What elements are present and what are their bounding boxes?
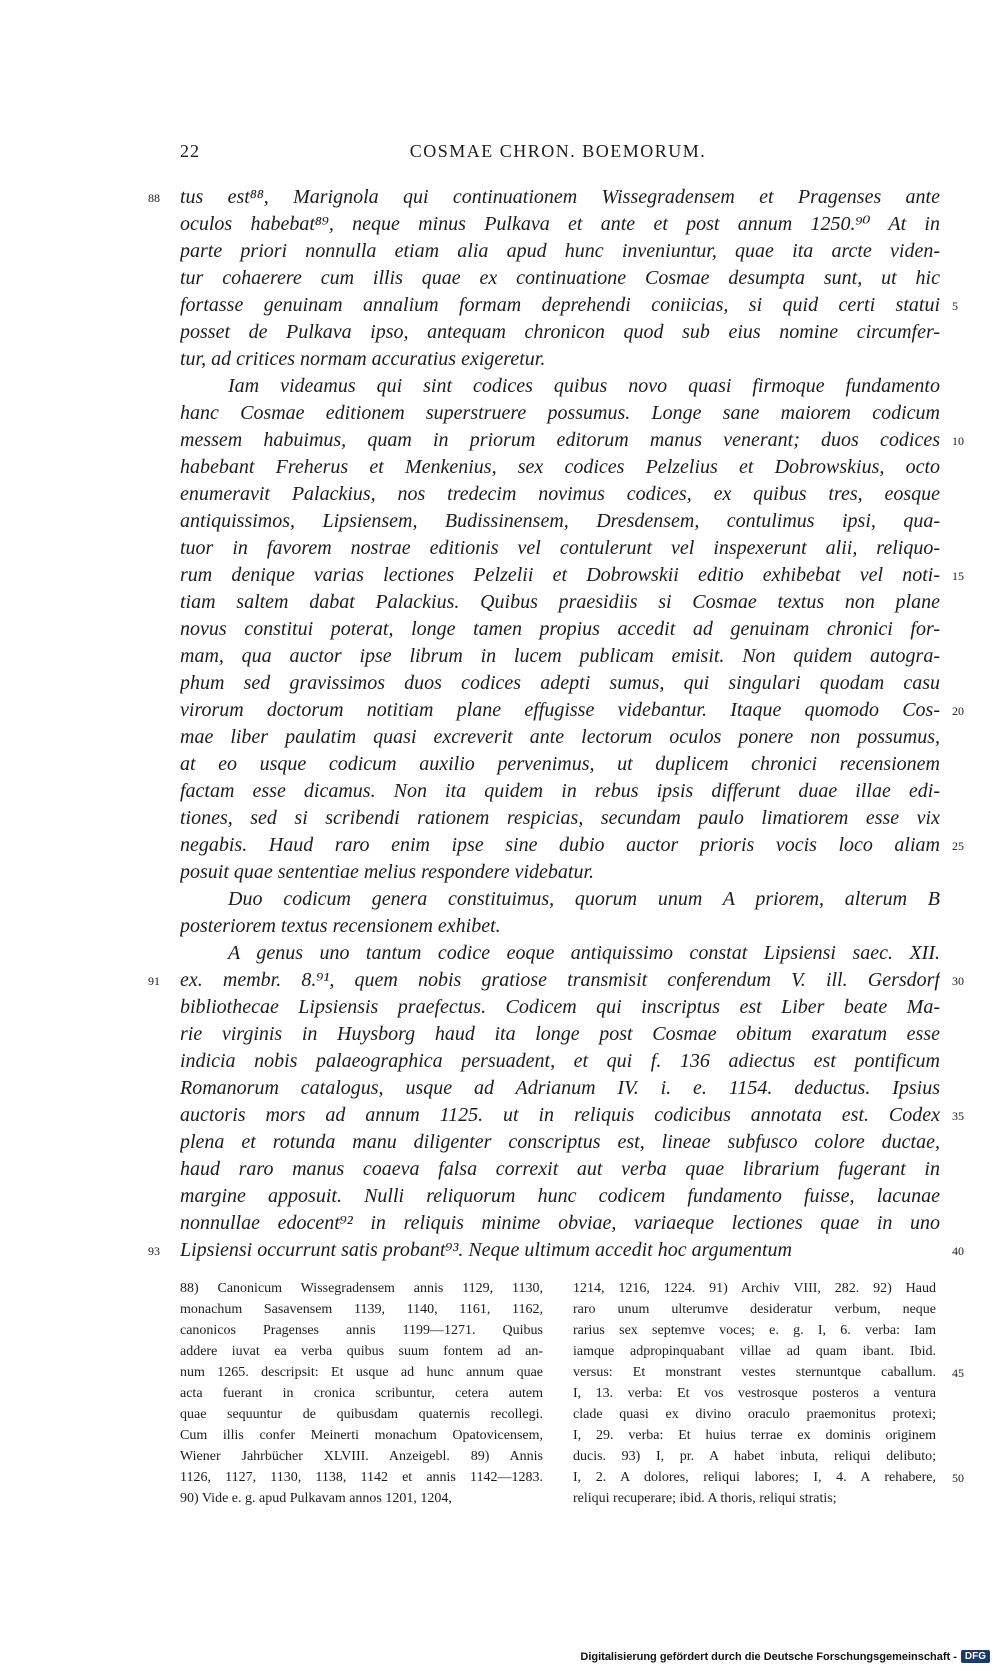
footnote-line: iamque adpropinquabant villae ad quam ibant. Ibid. [573,1344,936,1359]
footnote-line: I, 2. A dolores, reliqui labores; I, 4. A rehabere, [573,1470,936,1485]
running-head: COSMAE CHRON. BOEMORUM. [409,141,707,161]
text-line: tur cohaerere cum illis quae ex continuatione Cosmae desumpta sunt, ut hic [180,267,940,289]
footnote-line: rarius sex septemve voces; e. g. I, 6. verba: Iam [573,1323,936,1338]
footnote-line: I, 13. verba: Et vos vestrosque posteros a ventura [573,1386,936,1401]
text-line: phum sed gravissimos duos codices adepti sumus, qui singulari quodam casu [180,672,940,694]
footnote-line: monachum Sasavensem 1139, 1140, 1161, 1162, [180,1302,543,1317]
footnote-line: 88) Canonicum Wissegradensem annis 1129, 1130, [180,1281,543,1296]
footnote-line: Wiener Jahrbücher XLVIII. Anzeigebl. 89) Annis [180,1449,543,1464]
text-line: fortasse genuinam annalium formam deprehendi coniicias, si quid certi statui [180,294,940,316]
margin-line-number: 35 [952,1109,964,1123]
footer-credit: Digitalisierung gefördert durch die Deutsche Forschungsgemeinschaft - [580,1650,957,1663]
text-line: A genus uno tantum codice eoque antiquissimo constat Lipsiensi saec. XII. [228,942,940,964]
margin-line-number: 25 [952,839,964,853]
text-line: plena et rotunda manu diligenter conscriptus est, lineae subfusco colore ductae, [180,1131,940,1153]
footnote-line: quae sequuntur de quibusdam quaternis recollegi. [180,1407,543,1422]
dfg-logo: DFG [961,1650,990,1663]
text-line: tus est⁸⁸, Marignola qui continuationem Wissegradensem et Pragenses ante [180,186,940,208]
margin-line-number: 20 [952,704,964,718]
margin-footnote-number: 93 [148,1244,160,1258]
margin-line-number: 40 [952,1244,964,1258]
text-line: tiones, sed si scribendi rationem respicias, secundam paulo limatiorem esse vix [180,807,940,829]
text-line: posteriorem textus recensionem exhibet. [180,915,501,937]
footnote-line: num 1265. descripsit: Et usque ad hunc annum quae [180,1365,543,1380]
footnote-line: I, 29. verba: Et huius terrae ex dominis originem [573,1428,936,1443]
text-line: nonnullae edocent⁹² in reliquis minime obviae, variaeque lectiones quae in uno [180,1212,940,1234]
margin-line-number: 10 [952,434,964,448]
text-line: bibliothecae Lipsiensis praefectus. Codicem qui inscriptus est Liber beate Ma- [180,996,940,1018]
text-line: indicia nobis palaeographica persuadent, et qui f. 136 adiectus est pontificum [180,1050,940,1072]
footnote-line: Cum illis confer Meinerti monachum Opatovicensem, [180,1428,543,1443]
footnote-line: raro unum ulterumve desideratur verbum, neque [573,1302,936,1317]
text-line: posuit quae sententiae melius respondere videbatur. [180,861,595,883]
text-line: rie virginis in Huysborg haud ita longe post Cosmae obitum exaratum esse [180,1023,940,1045]
text-line: auctoris mors ad annum 1125. ut in reliquis codicibus annotata est. Codex [180,1104,940,1126]
footnote-line-number: 50 [952,1471,964,1485]
text-line: parte priori nonnulla etiam alia apud hunc inveniuntur, quae ita arcte viden- [180,240,940,262]
footnote-line-number: 45 [952,1366,964,1380]
footnote-line: clade quasi ex divino oraculo praemonitus protexi; [573,1407,936,1422]
page-number: 22 [180,141,200,161]
footnotes-left-column [180,1278,543,1509]
text-line: habebant Freherus et Menkenius, sex codices Pelzelius et Dobrowskius, octo [180,456,940,478]
footer [580,1650,990,1663]
text-line: mae liber paulatim quasi excreverit ante lectorum oculos ponere non possumus, [180,726,940,748]
text-line: Duo codicum genera constituimus, quorum unum A priorem, alterum B [228,888,940,910]
text-line: oculos habebat⁸⁹, neque minus Pulkava et ante et post annum 1250.⁹⁰ At in [180,213,940,235]
text-line: antiquissimos, Lipsiensem, Budissinensem, Dresdensem, contulimus ipsi, qua- [180,510,940,532]
margin-line-number: 30 [952,974,964,988]
footnote-line: addere iuvat ea verba quibus suum fontem ad an- [180,1344,543,1359]
margin-line-number: 5 [952,299,958,313]
footnotes-right-column [573,1278,964,1509]
footnote-line: 1126, 1127, 1130, 1138, 1142 et annis 1142—1283. [180,1470,543,1485]
margin-line-number: 15 [952,569,964,583]
text-line: Iam videamus qui sint codices quibus novo quasi firmoque fundamento [228,375,940,397]
footnote-line: 90) Vide e. g. apud Pulkavam annos 1201, 1204, [180,1491,452,1506]
margin-footnote-number: 88 [148,191,160,205]
text-line: Romanorum catalogus, usque ad Adrianum IV. i. e. 1154. deductus. Ipsius [180,1077,940,1099]
text-line: tiam saltem dabat Palackius. Quibus praesidiis si Cosmae textus non plane [180,591,940,613]
text-line: haud raro manus coaeva falsa correxit aut verba quae librarium fugerant in [180,1158,940,1180]
text-line: enumeravit Palackius, nos tredecim novimus codices, ex quibus tres, eosque [180,483,940,505]
footnote-line: 1214, 1216, 1224. 91) Archiv VIII, 282. 92) Haud [573,1281,936,1296]
footnote-line: versus: Et monstrant vestes sternuntque caballum. [573,1365,936,1380]
text-line: tuor in favorem nostrae editionis vel contulerunt vel inspexerunt alii, reliquo- [180,537,940,559]
footnote-line: acta fuerant in cronica scribuntur, cetera autem [180,1386,543,1401]
footnotes [180,1278,964,1506]
page-header [172,141,944,171]
text-line: tur, ad critices normam accuratius exigeretur. [180,348,546,370]
text-line: posset de Pulkava ipso, antequam chronicon quod sub eius nomine circumfer- [180,321,940,343]
text-line: factam esse dicamus. Non ita quidem in rebus ipsis differunt duae illae edi- [180,780,940,802]
text-line: hanc Cosmae editionem superstruere possumus. Longe sane maiorem codicum [180,402,940,424]
text-line: messem habuimus, quam in priorum editorum manus venerant; duos codices [180,429,940,451]
text-line: ex. membr. 8.⁹¹, quem nobis gratiose transmisit conferendum V. ill. Gersdorf [180,969,940,991]
footnote-line: reliqui recuperare; ibid. A thoris, reliqui stratis; [573,1491,837,1506]
footnote-line: canonicos Pragenses annis 1199—1271. Quibus [180,1323,543,1338]
text-line: novus constitui poterat, longe tamen propius accedit ad genuinam chronici for- [180,618,940,640]
text-line: rum denique varias lectiones Pelzelii et Dobrowskii editio exhibebat vel noti- [180,564,940,586]
text-line: margine apposuit. Nulli reliquorum hunc codicem fundamento fuisse, lacunae [180,1185,940,1207]
text-line: mam, qua auctor ipse librum in lucem publicam emisit. Non quidem autogra- [180,645,940,667]
text-line: Lipsiensi occurrunt satis probant⁹³. Neque ultimum accedit hoc argumentum [180,1239,792,1261]
text-line: negabis. Haud raro enim ipse sine dubio auctor prioris vocis loco aliam [180,834,940,856]
text-line: virorum doctorum notitiam plane effugisse videbantur. Itaque quomodo Cos- [180,699,940,721]
margin-footnote-number: 91 [148,974,160,988]
text-line: at eo usque codicum auxilio pervenimus, ut duplicem chronici recensionem [180,753,940,775]
footnote-line: ducis. 93) I, pr. A habet inbuta, reliqui delibuto; [573,1449,936,1464]
main-text [148,184,964,1264]
